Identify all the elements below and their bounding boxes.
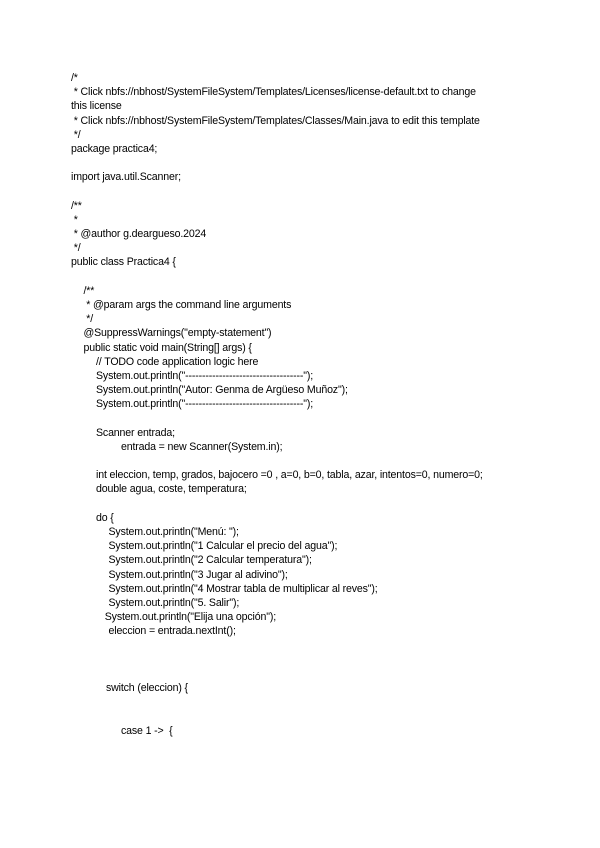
code-line: eleccion = entrada.nextInt(); [108,625,236,638]
code-line: int eleccion, temp, grados, bajocero =0 , a=0, b=0, tabla, azar, intentos=0, numero=0; [96,469,483,482]
code-line: System.out.println("-----------------------------------"); [96,398,314,411]
code-line: /** [71,199,82,212]
source-code-block [71,71,531,738]
code-line: do { [96,511,114,524]
code-line: this license [71,100,122,113]
code-line [71,695,531,709]
code-line: */ [71,128,81,141]
code-line: System.out.println("-----------------------------------"); [96,369,314,382]
code-line [71,270,531,284]
code-line [71,412,531,426]
code-line: * Click nbfs://nbhost/SystemFileSystem/Templates/Classes/Main.java to edit this template [71,114,480,127]
code-line: public static void main(String[] args) { [83,341,252,354]
code-line: switch (eleccion) { [106,682,188,695]
code-line: * Click nbfs://nbhost/SystemFileSystem/Templates/Licenses/license-default.txt to change [71,86,476,99]
code-line [71,639,531,653]
code-line: System.out.println("5. Salir"); [108,596,240,609]
code-line: /* [71,72,78,84]
code-line: System.out.println("Menú: "); [108,526,239,538]
code-line: System.out.println("Elija una opción"); [104,611,277,624]
code-line [71,709,531,723]
code-line [71,156,531,170]
code-line: System.out.println("Autor: Genma de Argüeso Muñoz"); [96,384,348,397]
code-line: Scanner entrada; [96,426,175,439]
code-line: double agua, coste, temperatura; [96,483,247,496]
code-line: */ [71,242,81,255]
code-line: */ [83,313,94,326]
code-line: * @param args the command line arguments [83,299,292,311]
code-line [71,185,531,199]
code-line: public class Practica4 { [71,256,176,269]
code-line: // TODO code application logic here [96,355,259,368]
code-line: case 1 -> { [121,724,173,737]
code-line: * [71,213,78,226]
code-line [71,497,531,511]
code-line: System.out.println("2 Calcular temperatura"); [108,554,312,567]
code-line: entrada = new Scanner(System.in); [121,440,283,453]
code-line [71,667,531,681]
code-line: @SuppressWarnings("empty-statement") [83,327,272,340]
code-line: import java.util.Scanner; [71,171,181,184]
code-line [71,653,531,667]
code-line: package practica4; [71,142,158,155]
code-line: /** [83,284,95,297]
code-line: System.out.println("1 Calcular el precio del agua"); [108,540,338,553]
code-line: System.out.println("3 Jugar al adivino"); [108,568,288,581]
code-line: * @author g.deargueso.2024 [71,228,207,241]
code-line: System.out.println("4 Mostrar tabla de multiplicar al reves"); [108,582,378,595]
code-line [71,454,531,468]
